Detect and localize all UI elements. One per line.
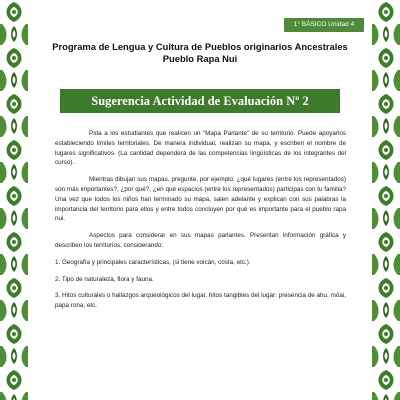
activity-body [55,129,346,318]
decorative-border-right [372,0,400,400]
list-item: 3. Hitos culturales o hallazgos arqueológicos del lugar, hitos tangibles del lugar: presencia de ahu, mōai, papa rona, etc. [55,292,346,310]
program-title [40,41,360,65]
paragraph-questions: Mientras dibujan sus mapas, pregunte, por ejemplo: ¿qué lugares (entre los representados) son más importantes?, ¿por qué?, ¿en qué espacios (entre los representados) participas con tu familia? Una vez que todos los niños han terminado su mapa, salen adelante y explican con sus palabras la importancia del territorio para ellos y entre todos concluyen por qué es importante para el pueblo rapa nui. [55,176,346,223]
paragraph-instructions: Pida a los estudiantes que realicen un “Mapa Parlante” de su territorio. Puede apoyarlos estableciendo límites territoriales. De manera individual, realizan su mapa, y escriben el nombre de lugares significativos. (La cantidad dependerá de las competencias lingüísticas de los integrantes del curso). [55,130,346,167]
list-item: 2. Tipo de naturaleza, flora y fauna. [55,275,154,283]
paragraph-aspects: Aspectos para considerar en sus mapas parlantes. Presentan información gráfica y describen los territorios, considerando: [55,232,346,249]
list-item: 1. Geografía y principales características, (si tiene volcán, costa, etc.). [55,258,251,266]
activity-banner: Sugerencia Actividad de Evaluación Nº 2 [60,89,340,113]
decorative-border-left [0,0,28,400]
grade-unit-badge: 1° BÁSICO Unidad 4 [284,18,364,32]
program-title-line-1: Programa de Lengua y Cultura de Pueblos originarios Ancestrales [52,41,348,52]
program-title-line-2: Pueblo Rapa Nui [162,53,238,64]
